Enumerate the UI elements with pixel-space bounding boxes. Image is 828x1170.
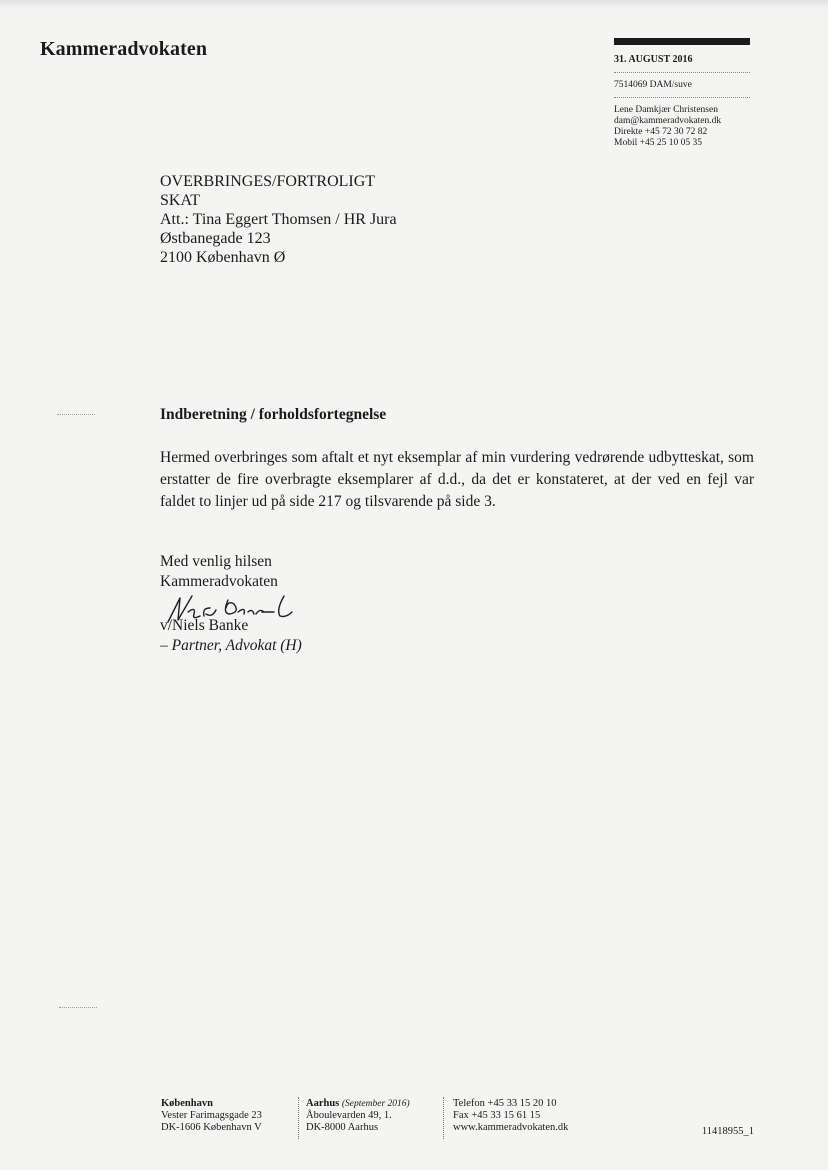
recipient-line-5: 2100 København Ø [160,249,286,266]
sender-mobile-phone: Mobil +45 25 10 05 35 [614,138,702,148]
fold-mark-bottom [59,1007,97,1008]
footer-separator [443,1097,444,1139]
header-rule-bar [614,38,750,45]
footer-cph-street: Vester Farimagsgade 23 [161,1110,262,1121]
document-id: 11418955_1 [701,1126,754,1137]
letter-body: Hermed overbringes som aftalt et nyt eksemplar af min vurdering vedrørende udbytteskat, som erstatter de fire overbragte eksemplarer af d.d., da det er konstateret, at der ved en fejl var faldet to linjer ud på side 217 og tilsvarende på side 3. [160,449,754,510]
greeting: Med venlig hilsen [160,553,272,570]
recipient-line-4: Østbanegade 123 [160,230,271,247]
sender-email: dam@kammeradvokaten.dk [614,116,722,126]
signer-title: – Partner, Advokat (H) [160,637,302,654]
scan-top-edge [0,0,828,9]
sender-direct-phone: Direkte +45 72 30 72 82 [614,127,708,137]
footer-aarhus-city: Aarhus [306,1098,340,1109]
letter-subject: Indberetning / forholdsfortegnelse [160,406,387,423]
signer-block [160,616,302,656]
fold-mark-top [57,414,95,415]
recipient-address [160,172,397,267]
footer-contact [453,1098,568,1134]
footer-fax: Fax +45 33 15 61 15 [453,1110,541,1121]
brand-logo-text: Kammeradvokaten [40,38,208,60]
footer-aarhus-postal: DK-8000 Aarhus [306,1122,379,1133]
footer-website: www.kammeradvokaten.dk [453,1122,569,1133]
footer-separator [298,1097,299,1139]
footer-phone: Telefon +45 33 15 20 10 [453,1098,557,1109]
sender-name: Lene Damkjær Christensen [614,105,718,115]
footer-aarhus-street: Åboulevarden 49, 1. [306,1110,392,1121]
letter-date: 31. AUGUST 2016 [614,54,750,73]
closing-block [160,552,278,592]
firm-name: Kammeradvokaten [160,573,278,590]
recipient-line-3: Att.: Tina Eggert Thomsen / HR Jura [160,211,397,228]
footer-copenhagen [161,1098,262,1134]
reference-number: 7514069 DAM/suve [614,73,750,98]
recipient-line-2: SKAT [160,192,201,209]
sender-info-block [614,54,750,149]
footer-aarhus-note: (September 2016) [341,1099,410,1109]
footer-cph-city: København [161,1098,213,1109]
footer-cph-postal: DK-1606 København V [161,1122,262,1133]
footer-aarhus [306,1098,410,1134]
sender-contact [614,98,750,149]
recipient-line-1: OVERBRINGES/FORTROLIGT [160,173,376,190]
signer-name: v/Niels Banke [160,617,249,634]
